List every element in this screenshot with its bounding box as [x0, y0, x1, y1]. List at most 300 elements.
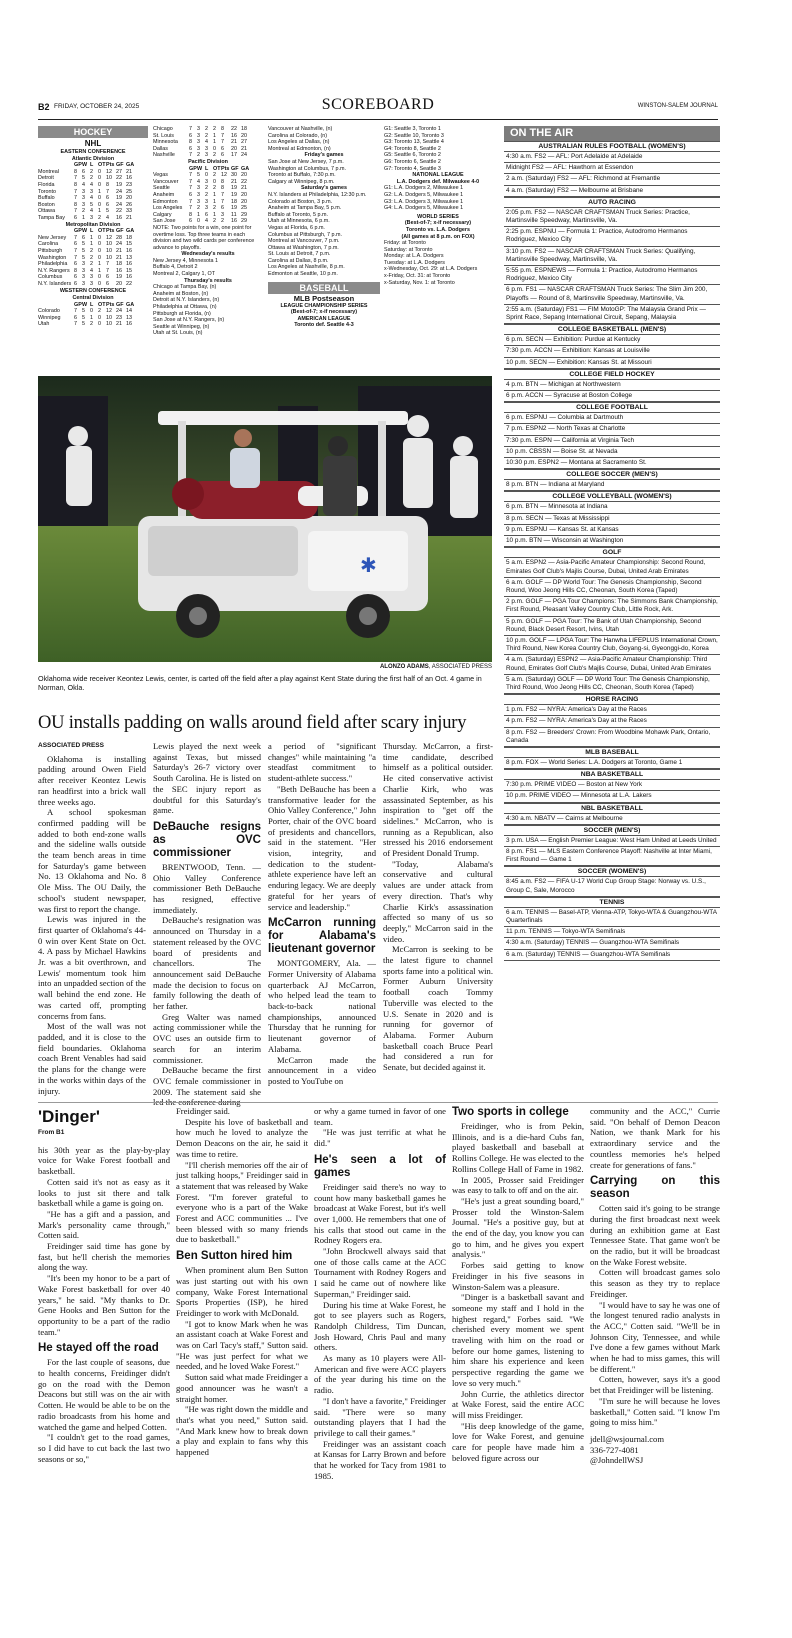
- standings-row: [153, 146, 263, 153]
- stat-cell: 20: [241, 172, 247, 179]
- tv-listing: 6 a.m. TENNIS — Basel-ATP, Vienna-ATP, Tokyo-WTA & Guangzhou-WTA Quarterfinals: [504, 907, 720, 926]
- thu-results-label: Thursday's results: [184, 277, 232, 284]
- standings-header: [153, 166, 263, 173]
- paragraph: DeBauche became the first OVC female commissioner in 2009. The statement said she led the conference during: [153, 1065, 261, 1108]
- team-name: Minnesota: [153, 139, 178, 146]
- stat-cell: 16: [116, 214, 122, 221]
- tv-sport-list: [504, 813, 720, 825]
- game-listing: Carolina at Dallas, 8 p.m.: [268, 257, 329, 264]
- stat-cell: 0: [98, 201, 101, 208]
- stat-cell: 7: [74, 321, 77, 328]
- tv-listing: 10 p.m. BTN — Wisconsin at Washington: [504, 535, 720, 546]
- mlb-postseason-title: MLB Postseason: [293, 293, 355, 303]
- stat-cell: 4: [90, 181, 93, 188]
- stat-cell: 8: [189, 211, 192, 218]
- standings-row: [38, 321, 148, 328]
- team-name: Edmonton: [153, 198, 178, 205]
- tv-listing: 10 p.m. SECN — Exhibition: Kansas St. at Missouri: [504, 357, 720, 368]
- tv-sport-heading: COLLEGE BASKETBALL (MEN'S): [504, 324, 720, 334]
- stat-cell: 2: [90, 254, 93, 261]
- paragraph: Cotten said it's not as easy as it looks to just sit there and talk basketball while a game is going on.: [38, 1176, 170, 1209]
- game-result: Chicago at Tampa Bay, (n): [153, 284, 217, 291]
- paragraph: "I don't have a favorite," Freidinger said. "There were so many outstanding players that I had the privilege to call their games.": [314, 1395, 446, 1438]
- stat-cell: 1: [82, 214, 85, 221]
- stat-cell: 8: [74, 168, 77, 175]
- metro-label: Metropolitan Division: [65, 221, 121, 228]
- series-game: G3: L.A. Dodgers 3, Milwaukee 1: [384, 198, 464, 205]
- stat-cell: 6: [189, 191, 192, 198]
- tv-listing: 2:25 p.m. ESPNU — Formula 1: Practice, Autodromo Hermanos Rodriguez, Mexico City: [504, 226, 720, 245]
- stat-cell: 20: [241, 191, 247, 198]
- stat-cell: 14: [126, 308, 132, 315]
- standings-column-header: OT: [213, 165, 221, 172]
- stat-cell: 0: [98, 321, 101, 328]
- lcs-label: LEAGUE CHAMPIONSHIP SERIES: [280, 302, 368, 309]
- central-label: Central Division: [72, 295, 114, 302]
- standings-column-header: Pts: [106, 301, 115, 308]
- stat-cell: 4: [82, 181, 85, 188]
- baseball-column: [384, 126, 492, 352]
- game-listing: N.Y. Islanders at Philadelphia, 12:30 p.m.: [268, 191, 367, 198]
- tv-listing: Midnight FS2 — AFL: Hawthorn at Essendon: [504, 162, 720, 173]
- stat-cell: 6: [189, 218, 192, 225]
- standings-column-header: GF: [116, 301, 124, 308]
- stat-cell: 3: [205, 178, 208, 185]
- stat-cell: 5: [82, 241, 85, 248]
- tv-sport-heading: MLB BASEBALL: [504, 747, 720, 757]
- stat-cell: 2: [205, 126, 208, 132]
- hockey-column-1: [38, 126, 148, 352]
- standings-row: [153, 172, 263, 179]
- stat-cell: 0: [98, 168, 101, 175]
- tv-listing: 6 p.m. ACCN — Syracuse at Boston College: [504, 390, 720, 401]
- sutton-subhead: Ben Sutton hired him: [176, 1250, 293, 1263]
- stat-cell: 22: [241, 178, 247, 185]
- stat-cell: 1: [90, 241, 93, 248]
- tv-listing: 11 p.m. TENNIS — Tokyo-WTA Semifinals: [504, 926, 720, 937]
- paragraph: Oklahoma is installing padding around Owen Field after receiver Keontez Lewis ran headfirst into a brick wall three weeks ago.: [38, 753, 146, 807]
- nlcs-games: [384, 185, 492, 211]
- paragraph: As many as 10 players were All-American and five were ACC players of the year during his time on the radio.: [314, 1353, 446, 1396]
- team-name: Vegas: [153, 172, 168, 179]
- stat-cell: 3: [82, 267, 85, 274]
- stat-cell: 8: [221, 185, 224, 192]
- stat-cell: 3: [205, 205, 208, 212]
- standings-column-header: Pts: [106, 162, 115, 169]
- stat-cell: 16: [116, 267, 122, 274]
- stat-cell: 24: [116, 201, 122, 208]
- stat-cell: 3: [82, 280, 85, 287]
- paragraph: "He's just a great sounding board," Prosser told the Winston-Salem Journal. "He's a positive guy, but at the end of the day, you know you can go to him, and he gives you expert analysis.": [452, 1195, 584, 1260]
- standings-column-header: L: [90, 162, 94, 169]
- game-result: Philadelphia at Ottawa, (n): [153, 304, 217, 311]
- team-name: Florida: [38, 181, 55, 188]
- team-name: Colorado: [38, 308, 60, 315]
- game-listing: San Jose at New Jersey, 7 p.m.: [268, 158, 344, 165]
- pacific-table: [153, 166, 263, 225]
- stat-cell: 19: [116, 195, 122, 202]
- series-game: G1: L.A. Dodgers 2, Milwaukee 1: [384, 185, 464, 192]
- stat-cell: 7: [189, 198, 192, 205]
- stat-cell: 7: [189, 205, 192, 212]
- standings-column-header: L: [90, 228, 94, 235]
- stat-cell: 10: [106, 321, 112, 328]
- stat-cell: 3: [221, 211, 224, 218]
- stat-cell: 3: [82, 188, 85, 195]
- dinger-column-3: [314, 1106, 446, 1606]
- team-name: Pittsburgh: [38, 247, 63, 254]
- stat-cell: 2: [205, 132, 208, 139]
- nl-label: NATIONAL LEAGUE: [412, 172, 464, 179]
- stat-cell: 8: [74, 201, 77, 208]
- stat-cell: 2: [82, 208, 85, 215]
- standings-note: NOTE: Two points for a win, one point for overtime loss. Top three teams in each division and two wild cards per conference advance to playoffs.: [153, 224, 255, 251]
- standings-column-header: GP: [74, 162, 82, 169]
- stat-cell: 19: [231, 205, 237, 212]
- team-name: Anaheim: [153, 191, 175, 198]
- story-byline: ASSOCIATED PRESS: [38, 742, 104, 749]
- stat-cell: 2: [90, 168, 93, 175]
- tv-sport-list: [504, 907, 720, 961]
- author-contact: [590, 1434, 720, 1466]
- tv-sport-list: [504, 334, 720, 369]
- page-number: B2: [38, 102, 50, 112]
- season-subhead: Carrying on this season: [590, 1175, 720, 1201]
- series-game: x-Wednesday, Oct. 29: at L.A. Dodgers: [384, 266, 478, 273]
- stat-cell: 24: [116, 188, 122, 195]
- tv-sport-heading: NBL BASKETBALL: [504, 803, 720, 813]
- standings-row: [38, 315, 148, 322]
- series-game: G6: Toronto 6, Seattle 2: [384, 158, 441, 165]
- al-sub: Toronto def. Seattle 4-3: [294, 322, 354, 329]
- alcs-games: [384, 126, 492, 172]
- tv-sport-heading: HORSE RACING: [504, 694, 720, 704]
- stat-cell: 6: [106, 195, 109, 202]
- standings-header: [38, 162, 148, 169]
- lcs-sub: (Best-of-7; x-if necessary): [290, 309, 358, 316]
- pacific-label: Pacific Division: [188, 158, 228, 165]
- tv-listing: 6 p.m. FS1 — NASCAR CRAFTSMAN Truck Series: The Slim Jim 200, Playoffs — Round of 8, Martinsville Speedway, Martinsville, Va.: [504, 284, 720, 303]
- central-table-cont: [153, 126, 263, 159]
- stat-cell: 3: [205, 145, 208, 152]
- paragraph: Thursday. McCarron, a first-time candidate, described himself as a political outsider. He cited conservative activist Charlie Kirk, who was assassinated September, as his inspiration to "get off the sidelines." McCarron, who is running as a Republican, also stressed his 2016 endorsement of President Donald Trump.: [383, 741, 493, 859]
- game-listing: Los Angeles at Nashville, 8 p.m.: [268, 264, 345, 271]
- tv-sport-list: [504, 501, 720, 547]
- game-listing: Calgary at Winnipeg, 8 p.m.: [268, 178, 335, 185]
- game-listing: Colorado at Boston, 3 p.m.: [268, 198, 333, 205]
- paragraph: Cotten will broadcast games solo this season as they try to replace Freidinger.: [590, 1267, 720, 1299]
- tv-sport-list: [504, 779, 720, 802]
- team-name: Utah: [38, 321, 50, 328]
- stat-cell: 5: [82, 308, 85, 315]
- section-divider: [38, 1102, 718, 1103]
- stat-cell: 27: [116, 168, 122, 175]
- story-column-4: [383, 741, 493, 1086]
- stat-cell: 21: [126, 168, 132, 175]
- stat-cell: 2: [98, 214, 101, 221]
- stat-cell: 21: [241, 145, 247, 152]
- tv-listing: 10 p.m. CBSSN — Boise St. at Nevada: [504, 446, 720, 457]
- paragraph: "John Brockwell always said that one of those calls came at the ACC Tournament with Rodney Rogers and I said he came out of nowhere like Superman," Freidinger said.: [314, 1246, 446, 1299]
- series-game: G3: Toronto 13, Seattle 4: [384, 139, 444, 146]
- stat-cell: 1: [90, 234, 93, 241]
- paragraph: Lewis was injured in the first quarter of Oklahoma's 44-0 win over Kent State on Oct. 4. A pass by Michael Hawkins Jr. was a bit overthrown, and Lewis' momentum took him into an unpadded section of the wall behind the end zone. He was carted off, prompting concerns from fans.: [38, 914, 146, 1021]
- tv-sport-heading: COLLEGE FIELD HOCKEY: [504, 369, 720, 379]
- photo-credit-name: ALONZO ADAMS: [379, 664, 429, 670]
- photo-caption: Oklahoma wide receiver Keontez Lewis, center, is carted off the field after a play against Kent State during the first half of an Oct. 4 game in Norman, Okla.: [38, 674, 482, 692]
- stat-cell: 20: [116, 280, 122, 287]
- stat-cell: 29: [241, 211, 247, 218]
- paragraph: "I'll cherish memories off the air of just talking hoops," Freidinger said in a statement that was released by Wake Forest. "I'm forever grateful to everyone who is a part of the Wake Forest and ACC communities ... I've been blessed with so many friends due to basketball.": [176, 1159, 308, 1245]
- photo-credit: [38, 664, 492, 670]
- stat-cell: 8: [74, 181, 77, 188]
- tv-sport-heading: SOCCER (WOMEN'S): [504, 866, 720, 876]
- series-game: G4: L.A. Dodgers 5, Milwaukee 1: [384, 205, 464, 212]
- tv-listing: 8 p.m. BTN — Indiana at Maryland: [504, 479, 720, 490]
- team-name: Ottawa: [38, 208, 56, 215]
- team-name: Dallas: [153, 145, 168, 152]
- stat-cell: 21: [231, 139, 237, 146]
- tv-listing: 4:30 a.m. NBATV — Cairns at Melbourne: [504, 813, 720, 824]
- stat-cell: 10: [106, 175, 112, 182]
- game-result: Montreal 2, Calgary 1, OT: [153, 271, 216, 278]
- game-listing: Montreal at Edmonton, (n): [268, 145, 331, 152]
- paragraph: "Dinger is a basketball savant and someone my staff and I hold in the highest regard," Forbes said. "We cherished every moment we spent traveling with him on the road or before our home games, listening to him share his experience and keen perspective regarding the game we love so very much.": [452, 1292, 584, 1388]
- standings-row: [38, 248, 148, 255]
- standings-row: [38, 255, 148, 262]
- games-subhead: He's seen a lot of games: [314, 1153, 446, 1179]
- stat-cell: 19: [231, 191, 237, 198]
- paragraph: "Today, Alabama's conservative and cultural values are under attack from every direction. That's why Charlie Kirk's assassination affected so many of us so deeply," McCarron said in the video.: [383, 858, 493, 944]
- baseball-section-bar: BASEBALL: [268, 282, 380, 294]
- standings-row: [38, 308, 148, 315]
- stat-cell: 18: [231, 198, 237, 205]
- team-name: San Jose: [153, 218, 176, 225]
- stat-cell: 5: [82, 175, 85, 182]
- stat-cell: 6: [221, 145, 224, 152]
- stat-cell: 1: [213, 139, 216, 146]
- stat-cell: 3: [205, 152, 208, 159]
- game-listing: Buffalo at Toronto, 5 p.m.: [268, 211, 329, 218]
- standings-row: [38, 175, 148, 182]
- stat-cell: 16: [231, 132, 237, 139]
- stat-cell: 0: [98, 274, 101, 281]
- paragraph: "I'm sure he will because he loves basketball," Cotten said. "I know I'm going to miss him.": [590, 1395, 720, 1428]
- tv-sport-list: [504, 876, 720, 896]
- stat-cell: 5: [106, 208, 109, 215]
- stat-cell: 0: [98, 181, 101, 188]
- stat-cell: 19: [231, 185, 237, 192]
- tv-listing: 3:10 p.m. FS2 — NASCAR CRAFTSMAN Truck Series: Qualifying, Martinsville Speedway, Martinsville, Va.: [504, 246, 720, 265]
- standings-column-header: GA: [126, 228, 135, 235]
- ws-sub3: (All games at 8 p.m. on FOX): [401, 233, 475, 240]
- stat-cell: 6: [106, 274, 109, 281]
- stat-cell: 17: [231, 152, 237, 159]
- stat-cell: 3: [197, 145, 200, 152]
- paragraph: a period of "significant changes" while maintaining "a steadfast commitment to student-athlete success.": [268, 741, 376, 784]
- stat-cell: 19: [116, 274, 122, 281]
- paragraph: Freidinger said.: [176, 1106, 230, 1116]
- stat-cell: 7: [74, 234, 77, 241]
- standings-header: [38, 228, 148, 235]
- stat-cell: 7: [221, 139, 224, 146]
- stat-cell: 6: [189, 132, 192, 139]
- news-photo: [38, 376, 492, 662]
- standings-column-header: OT: [98, 301, 106, 308]
- dinger-column-5: [590, 1106, 720, 1606]
- tv-listing: 7 p.m. ESPN2 — North Texas at Charlotte: [504, 423, 720, 434]
- sat-games: [268, 192, 380, 278]
- stat-cell: 7: [189, 178, 192, 185]
- game-listing: Edmonton at Seattle, 10 p.m.: [268, 271, 338, 278]
- tv-listing: 2:05 p.m. FS2 — NASCAR CRAFTSMAN Truck Series: Practice, Martinsville Speedway, Martinsville, Va.: [504, 207, 720, 226]
- tv-listing: 10:30 p.m. ESPN2 — Montana at Sacramento St.: [504, 457, 720, 468]
- stat-cell: 8: [221, 126, 224, 132]
- paragraph: When prominent alum Ben Sutton was just starting out with his own company, Wake Forest International Sports Properties (ISP), he hired Freidinger to work with McDonald.: [176, 1265, 308, 1318]
- tv-listing: 7:30 p.m. ACCN — Exhibition: Kansas at Louisville: [504, 345, 720, 356]
- series-game: Monday: at L.A. Dodgers: [384, 253, 444, 260]
- page-date: FRIDAY, OCTOBER 24, 2025: [54, 103, 140, 110]
- atlantic-table: [38, 162, 148, 221]
- stat-cell: 2: [205, 191, 208, 198]
- stat-cell: 7: [189, 185, 192, 192]
- tv-listing: 5:55 p.m. ESPNEWS — Formula 1: Practice, Autodromo Hermanos Rodriguez, Mexico City: [504, 265, 720, 284]
- stat-cell: 2: [213, 126, 216, 132]
- standings-row: [153, 205, 263, 212]
- stat-cell: 20: [231, 145, 237, 152]
- standings-row: [153, 199, 263, 206]
- tv-listing: 5 a.m. (Saturday) GOLF — DP World Tour: The Genesis Championship, Third Round, Woo Jeong Hills CC, Cheonan, South Korea (Taped): [504, 674, 720, 693]
- stat-cell: 4: [205, 218, 208, 225]
- standings-column-header: W: [82, 228, 88, 235]
- paragraph: McCarron made the announcement in a video posted to YouTube on: [268, 1054, 376, 1086]
- stat-cell: 24: [116, 241, 122, 248]
- game-result: Anaheim at Boston, (n): [153, 290, 209, 297]
- standings-column-header: OT: [98, 228, 106, 235]
- paragraph: or why a game turned in favor of one team.: [314, 1106, 446, 1127]
- tv-sport-list: [504, 704, 720, 747]
- series-game: Tuesday: at L.A. Dodgers: [384, 259, 445, 266]
- stat-cell: 27: [241, 139, 247, 146]
- stat-cell: 33: [126, 208, 132, 215]
- stat-cell: 13: [126, 314, 132, 321]
- central-table: [38, 302, 148, 328]
- stat-cell: 0: [213, 145, 216, 152]
- stat-cell: 2: [90, 261, 93, 268]
- stat-cell: 1: [213, 198, 216, 205]
- paper-name: WINSTON-SALEM JOURNAL: [637, 103, 718, 109]
- paragraph: John Currie, the athletics director at Wake Forest, said the entire ACC will miss Freidinger.: [452, 1388, 584, 1420]
- tv-listing: 2 a.m. (Saturday) FS2 — AFL: Richmond at Fremantle: [504, 173, 720, 184]
- stat-cell: 25: [241, 205, 247, 212]
- stat-cell: 2: [213, 185, 216, 192]
- stat-cell: 2: [213, 152, 216, 159]
- stat-cell: 4: [106, 214, 109, 221]
- stat-cell: 7: [74, 254, 77, 261]
- standings-column-header: GP: [74, 301, 82, 308]
- series-game: Friday: at Toronto: [384, 240, 426, 247]
- ws-schedule: [384, 240, 492, 286]
- stat-cell: 24: [116, 308, 122, 315]
- tv-listing: 8 p.m. FS1 — MLS Eastern Conference Playoff: Nashville at Inter Miami, First Round — Game 1: [504, 846, 720, 865]
- contact-line: @JohndellWSJ: [590, 1455, 644, 1466]
- team-name: Philadelphia: [38, 261, 68, 268]
- standings-column-header: L: [90, 301, 94, 308]
- standings-column-header: GP: [74, 228, 82, 235]
- story-column-3: [268, 741, 376, 1086]
- team-name: Buffalo: [38, 195, 55, 202]
- thu-results: [153, 284, 263, 337]
- stat-cell: 23: [126, 181, 132, 188]
- stat-cell: 6: [74, 241, 77, 248]
- stat-cell: 3: [82, 261, 85, 268]
- series-game: x-Friday, Oct. 31: at Toronto: [384, 273, 451, 280]
- paragraph: "I would have to say he was one of the longest tenured radio analysts in the ACC," Cotten said. "We'll be in Johnson City, Tennessee, and while I've done a few games without Mark when he had to miss games, this will be different.": [590, 1299, 720, 1374]
- paragraph: During his time at Wake Forest, he got to see players such as Rogers, Randolph Childress, Tim Duncan, Josh Howard, Chris Paul and many others.: [314, 1299, 446, 1353]
- stat-cell: 12: [106, 308, 112, 315]
- stat-cell: 18: [116, 261, 122, 268]
- stat-cell: 7: [74, 195, 77, 202]
- stat-cell: 6: [221, 152, 224, 159]
- standings-column-header: W: [197, 165, 203, 172]
- dinger-headline: 'Dinger': [38, 1107, 100, 1126]
- standings-row: [38, 202, 148, 209]
- contact-line: 336-727-4081: [590, 1444, 639, 1455]
- game-listing: Utah at Minnesota, 6 p.m.: [268, 218, 330, 225]
- stat-cell: 6: [82, 234, 85, 241]
- stat-cell: 25: [126, 188, 132, 195]
- tv-listing: 6 p.m. ESPNU — Columbia at Dartmouth: [504, 412, 720, 423]
- road-subhead: He stayed off the road: [38, 1342, 159, 1355]
- stat-cell: 3: [90, 214, 93, 221]
- stat-cell: 10: [106, 254, 112, 261]
- tv-sport-heading: AUSTRALIAN RULES FOOTBALL (WOMEN'S): [504, 141, 720, 151]
- standings-row: [38, 189, 148, 196]
- tv-sport-list: [504, 835, 720, 867]
- stat-cell: 5: [197, 172, 200, 179]
- stat-cell: 5: [90, 201, 93, 208]
- paragraph: "It's been my honor to be a part of Wake Forest basketball for over 40 years," he said. "My thanks to Dr. Gene Hooks and Ben Sutton for the opportunity to be a part of the radio team.": [38, 1273, 170, 1337]
- dinger-jump: From B1: [38, 1129, 65, 1136]
- stat-cell: 10: [106, 241, 112, 248]
- standings-column-header: GF: [116, 228, 124, 235]
- stat-cell: 2: [98, 308, 101, 315]
- tv-listing: 7:30 p.m. ESPN — California at Virginia Tech: [504, 435, 720, 446]
- mccarron-subhead: McCarron running for Alabama's lieutenant governor: [268, 917, 376, 956]
- tv-listing: 8 p.m. FOX — World Series: L.A. Dodgers at Toronto, Game 1: [504, 757, 720, 768]
- stat-cell: 5: [82, 314, 85, 321]
- stat-cell: 30: [231, 172, 237, 179]
- dinger-column-1: [38, 1106, 170, 1606]
- ws-label: WORLD SERIES: [417, 213, 459, 220]
- game-result: New Jersey 4, Minnesota 1: [153, 257, 219, 264]
- stat-cell: 26: [126, 201, 132, 208]
- stat-cell: 2: [90, 247, 93, 254]
- stat-cell: 3: [90, 274, 93, 281]
- paragraph: For the last couple of seasons, due to health concerns, Freidinger didn't go on the road with the Demon Deacons but still was on the air with Cotten. He would be able to be on the radio broadcasts from his home and watched the game and helped Cotten.: [38, 1357, 170, 1432]
- paragraph: Sutton said what made Freidinger a good announcer was he wasn't a straight homer.: [176, 1372, 308, 1404]
- standings-header: [38, 302, 148, 309]
- standings-row: [153, 139, 263, 146]
- ovc-subhead: DeBauche resigns as OVC commissioner: [153, 820, 261, 859]
- stat-cell: 3: [205, 198, 208, 205]
- game-result: Seattle at Winnipeg, (n): [153, 323, 210, 330]
- stat-cell: 7: [74, 208, 77, 215]
- stat-cell: 8: [221, 178, 224, 185]
- game-listing: Carolina at Colorado, (n): [268, 132, 328, 139]
- stat-cell: 0: [98, 175, 101, 182]
- stat-cell: 7: [74, 247, 77, 254]
